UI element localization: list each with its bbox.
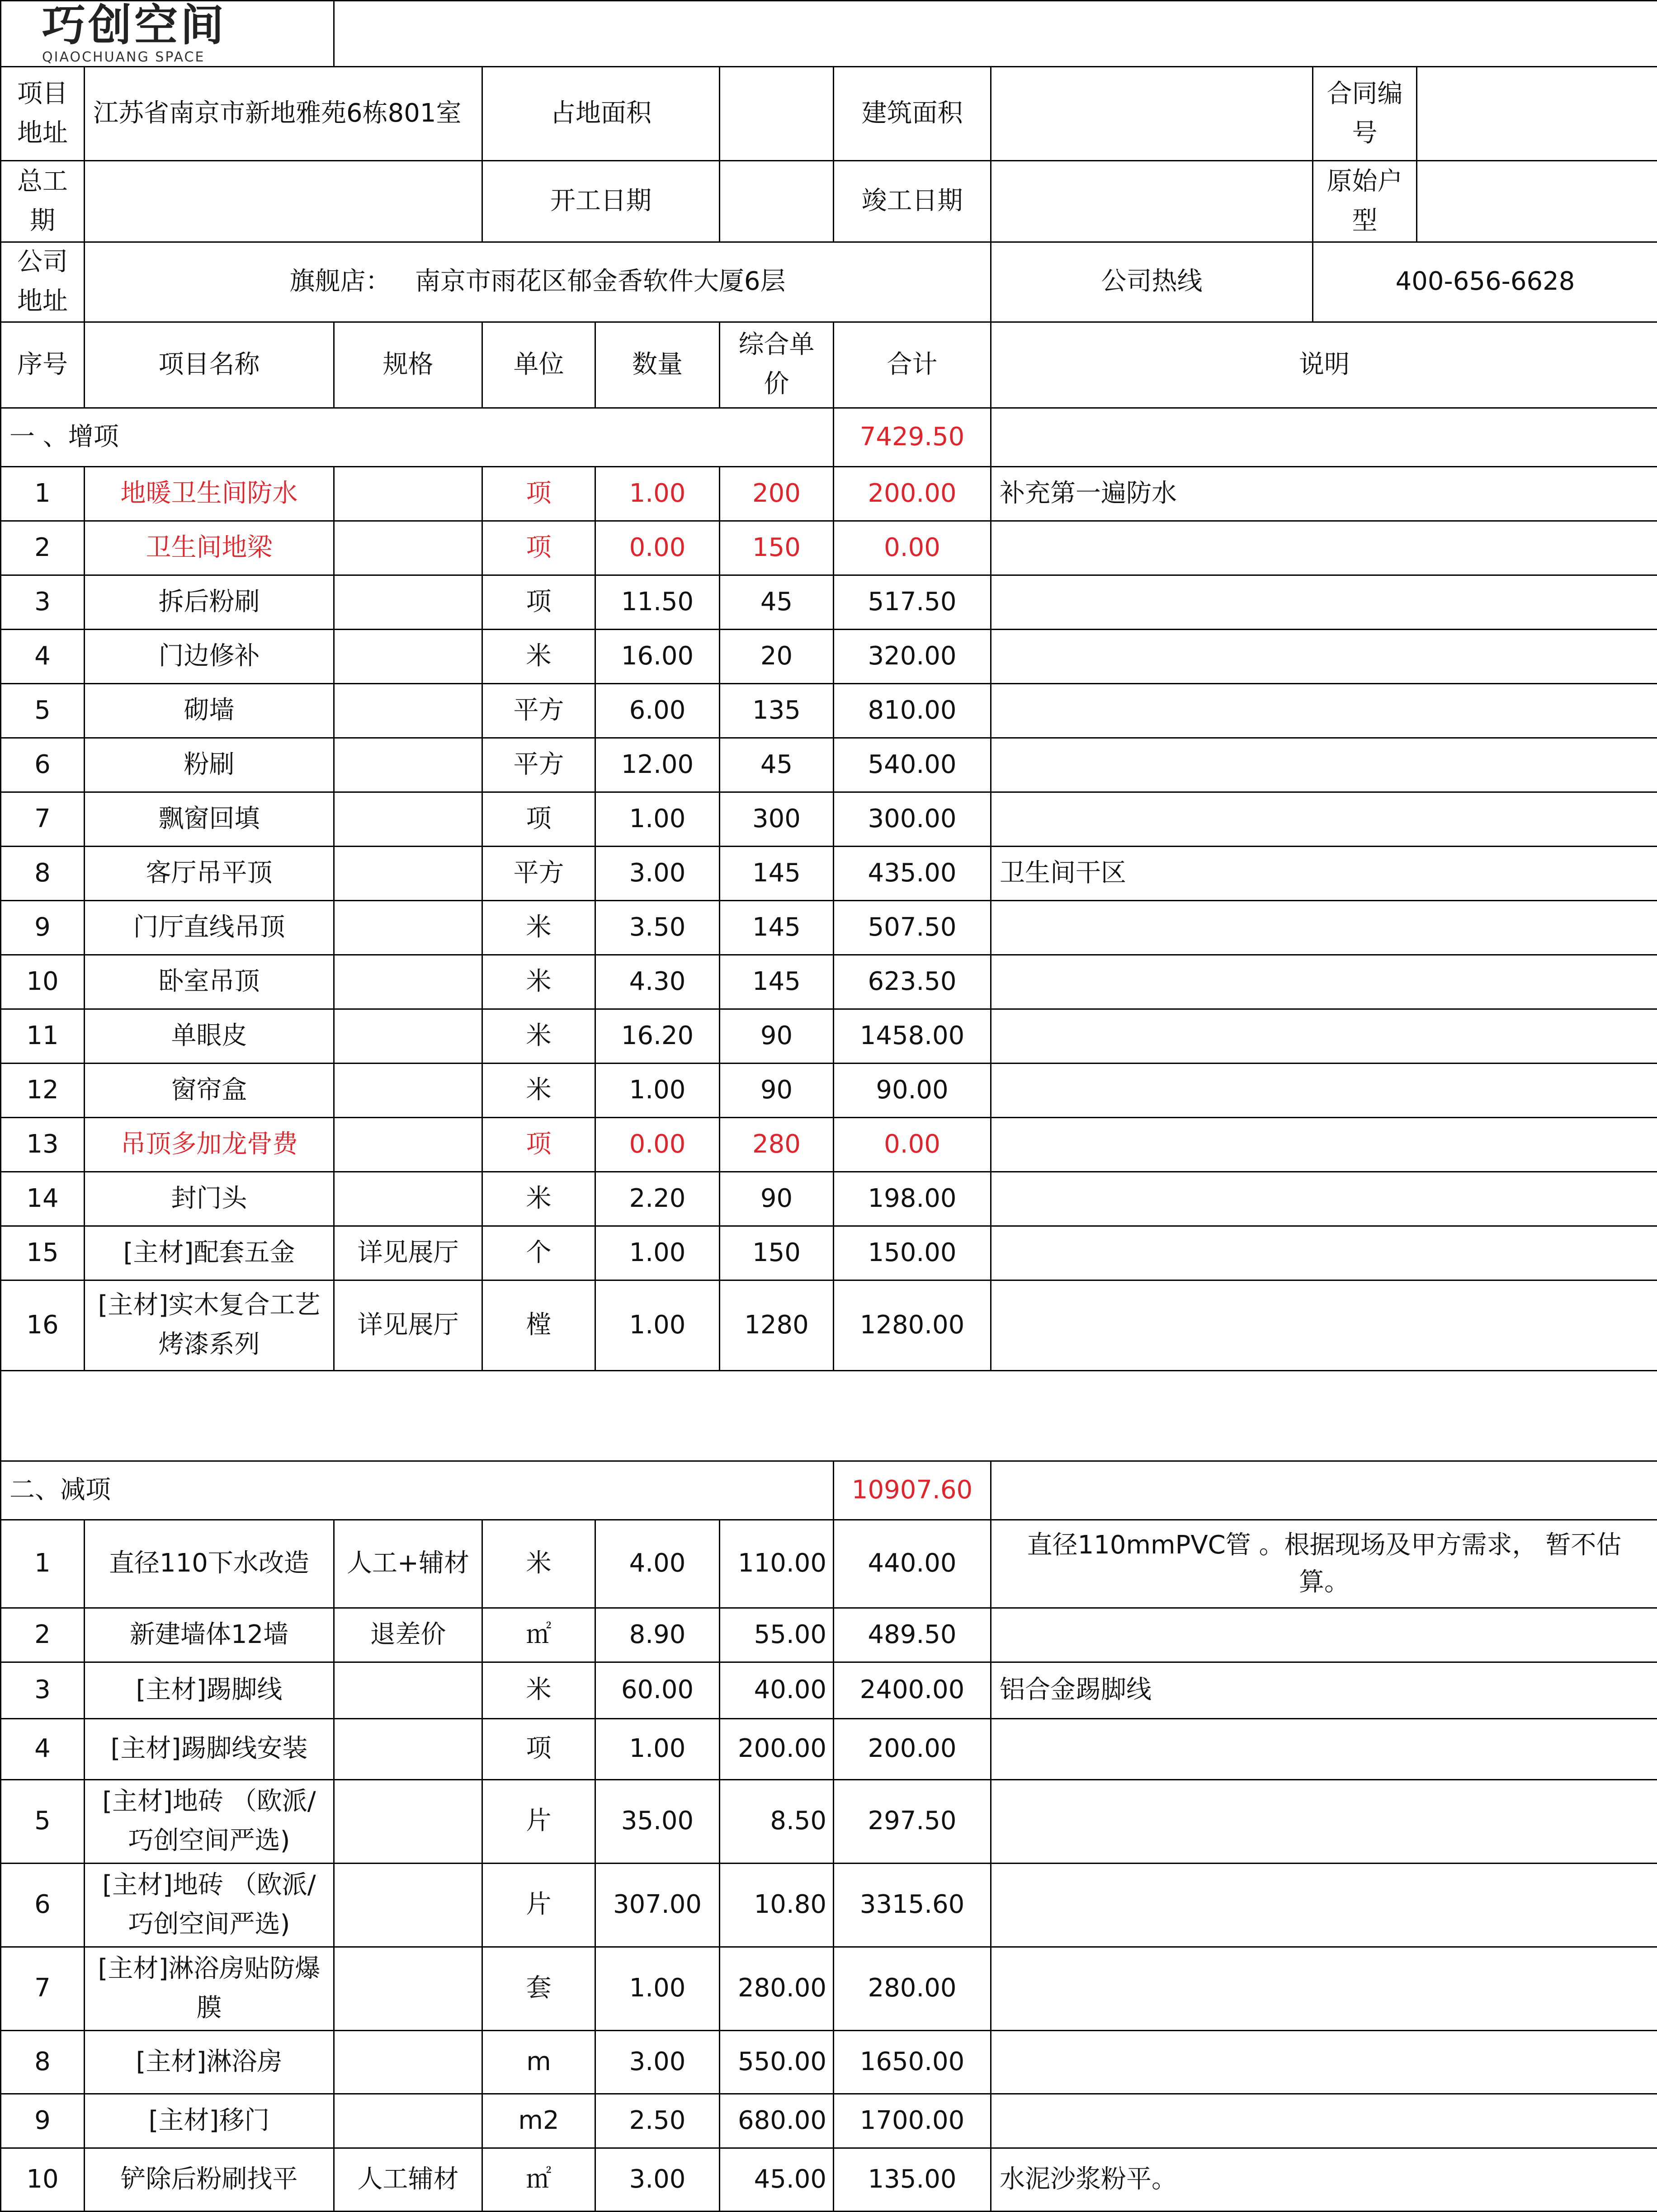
item-total: 440.00 [834,1520,991,1608]
item-total: 1280.00 [834,1280,991,1370]
item-name: 单眼皮 [85,1009,334,1063]
item-unit: 米 [482,1063,595,1117]
item-name: [主材]移门 [85,2094,334,2148]
item-unit: 米 [482,955,595,1009]
item-name: 窗帘盒 [85,1063,334,1117]
item-unit: 片 [482,1779,595,1863]
item-note [991,1226,1657,1280]
item-spec: 人工辅材 [334,2148,482,2211]
item-total: 0.00 [834,521,991,575]
table-row [1,1280,1657,1370]
item-note [991,1863,1657,1947]
item-note [991,955,1657,1009]
table-row [1,2148,1657,2211]
building-area-value [991,67,1313,161]
item-spec [334,1063,482,1117]
item-note [991,1117,1657,1172]
item-unit: 项 [482,575,595,629]
item-spec [334,1863,482,1947]
item-spec [334,846,482,900]
table-row [1,1947,1657,2030]
item-note [991,1172,1657,1226]
item-no: 2 [1,521,85,575]
item-qty: 2.50 [595,2094,720,2148]
item-qty: 16.00 [595,629,720,683]
item-price: 20 [720,629,834,683]
item-unit: 樘 [482,1280,595,1370]
item-name: 客厅吊平顶 [85,846,334,900]
item-unit: 平方 [482,846,595,900]
company-address-value: 旗舰店： 南京市雨花区郁金香软件大厦6层 [85,242,991,322]
item-name: 飘窗回填 [85,792,334,846]
item-no: 4 [1,629,85,683]
item-price: 280.00 [720,1947,834,2030]
start-date-value [720,161,834,242]
company-row [1,242,1657,322]
logo-blank [334,1,1657,67]
table-row [1,1863,1657,1947]
item-total: 320.00 [834,629,991,683]
table-row [1,629,1657,683]
item-qty: 2.20 [595,1172,720,1226]
item-name: [主材]地砖 （欧派/巧创空间严选) [85,1863,334,1947]
item-no: 15 [1,1226,85,1280]
section-sub-note [991,1461,1657,1520]
item-unit: 平方 [482,738,595,792]
item-unit: 米 [482,1520,595,1608]
project-address-value: 江苏省南京市新地雅苑6栋801室 [85,67,482,161]
item-price: 145 [720,846,834,900]
item-total: 90.00 [834,1063,991,1117]
col-header-note: 说明 [991,322,1657,408]
item-total: 135.00 [834,2148,991,2211]
item-no: 3 [1,1662,85,1718]
total-period-label: 总工期 [1,161,85,242]
item-no: 14 [1,1172,85,1226]
item-no: 11 [1,1009,85,1063]
item-qty: 1.00 [595,1947,720,2030]
item-qty: 0.00 [595,1117,720,1172]
item-price: 45.00 [720,2148,834,2211]
col-header-no: 序号 [1,322,85,408]
section-sub-header [1,1461,1657,1520]
item-spec: 详见展厅 [334,1280,482,1370]
item-note [991,1608,1657,1662]
item-total: 150.00 [834,1226,991,1280]
item-spec [334,629,482,683]
item-no: 6 [1,738,85,792]
section-sub-total: 10907.60 [834,1461,991,1520]
item-qty: 6.00 [595,683,720,738]
item-price: 550.00 [720,2030,834,2094]
land-area-value [720,67,834,161]
item-qty: 1.00 [595,1226,720,1280]
item-price: 90 [720,1009,834,1063]
item-name: 地暖卫生间防水 [85,466,334,521]
item-note [991,900,1657,955]
col-header-name: 项目名称 [85,322,334,408]
item-total: 200.00 [834,1718,991,1779]
item-spec: 人工+辅材 [334,1520,482,1608]
item-name: 吊顶多加龙骨费 [85,1117,334,1172]
item-no: 2 [1,1608,85,1662]
item-unit: 米 [482,1662,595,1718]
item-total: 3315.60 [834,1863,991,1947]
table-row [1,1520,1657,1608]
item-price: 300 [720,792,834,846]
item-spec [334,792,482,846]
item-spec [334,575,482,629]
item-total: 297.50 [834,1779,991,1863]
item-total: 489.50 [834,1608,991,1662]
item-no: 12 [1,1063,85,1117]
item-price: 150 [720,1226,834,1280]
item-no: 16 [1,1280,85,1370]
item-spec [334,1117,482,1172]
item-unit: 套 [482,1947,595,2030]
hotline-label: 公司热线 [991,242,1313,322]
building-area-label: 建筑面积 [834,67,991,161]
item-name: 拆后粉刷 [85,575,334,629]
item-price: 150 [720,521,834,575]
item-note [991,1280,1657,1370]
item-qty: 3.00 [595,2030,720,2094]
item-price: 55.00 [720,1608,834,1662]
item-unit: 米 [482,900,595,955]
item-qty: 307.00 [595,1863,720,1947]
land-area-label: 占地面积 [482,67,720,161]
item-no: 8 [1,846,85,900]
item-total: 540.00 [834,738,991,792]
item-price: 45 [720,575,834,629]
item-note: 直径110mmPVC管 。根据现场及甲方需求， 暂不估算。 [991,1520,1657,1608]
col-header-spec: 规格 [334,322,482,408]
item-note [991,792,1657,846]
company-address-label: 公司地址 [1,242,85,322]
item-qty: 11.50 [595,575,720,629]
item-note [991,1718,1657,1779]
item-qty: 8.90 [595,1608,720,1662]
item-spec [334,466,482,521]
item-name: 铲除后粉刷找平 [85,2148,334,2211]
project-address-label: 项目地址 [1,67,85,161]
table-row [1,1009,1657,1063]
item-price: 90 [720,1063,834,1117]
item-no: 8 [1,2030,85,2094]
item-note [991,629,1657,683]
item-note [991,1063,1657,1117]
item-spec: 退差价 [334,1608,482,1662]
item-qty: 60.00 [595,1662,720,1718]
item-unit: m2 [482,2094,595,2148]
item-total: 810.00 [834,683,991,738]
item-unit: 项 [482,792,595,846]
item-note: 补充第一遍防水 [991,466,1657,521]
spacer-row [1,1370,1657,1461]
item-name: [主材]踢脚线安装 [85,1718,334,1779]
item-price: 10.80 [720,1863,834,1947]
item-total: 1650.00 [834,2030,991,2094]
table-row [1,1608,1657,1662]
table-row [1,521,1657,575]
item-price: 8.50 [720,1779,834,1863]
table-row [1,1662,1657,1718]
item-name: 卫生间地梁 [85,521,334,575]
table-row [1,2094,1657,2148]
original-type-label: 原始户型 [1313,161,1417,242]
col-header-qty: 数量 [595,322,720,408]
item-total: 507.50 [834,900,991,955]
item-spec [334,2094,482,2148]
item-spec [334,738,482,792]
item-total: 517.50 [834,575,991,629]
item-qty: 4.30 [595,955,720,1009]
section-add-total: 7429.50 [834,408,991,466]
item-price: 1280 [720,1280,834,1370]
item-no: 4 [1,1718,85,1779]
item-qty: 3.50 [595,900,720,955]
logo-cell [1,1,334,67]
item-total: 623.50 [834,955,991,1009]
item-price: 280 [720,1117,834,1172]
item-total: 2400.00 [834,1662,991,1718]
item-price: 110.00 [720,1520,834,1608]
section-add-title: 一 、增项 [1,408,834,466]
item-price: 145 [720,955,834,1009]
item-total: 280.00 [834,1947,991,2030]
table-row [1,1718,1657,1779]
item-no: 1 [1,1520,85,1608]
item-note [991,1947,1657,2030]
item-no: 5 [1,683,85,738]
item-no: 13 [1,1117,85,1172]
item-name: 门边修补 [85,629,334,683]
table-row [1,1779,1657,1863]
item-unit: ㎡ [482,1608,595,1662]
item-unit: 项 [482,1117,595,1172]
item-spec [334,900,482,955]
item-spec [334,1718,482,1779]
item-unit: 平方 [482,683,595,738]
item-spec [334,1172,482,1226]
item-price: 135 [720,683,834,738]
item-price: 200.00 [720,1718,834,1779]
table-row [1,1063,1657,1117]
col-header-total: 合计 [834,322,991,408]
item-no: 7 [1,792,85,846]
table-row [1,846,1657,900]
item-price: 680.00 [720,2094,834,2148]
item-qty: 1.00 [595,792,720,846]
item-note [991,2030,1657,2094]
item-total: 198.00 [834,1172,991,1226]
item-name: [主材]淋浴房贴防爆膜 [85,1947,334,2030]
item-total: 0.00 [834,1117,991,1172]
table-row [1,2030,1657,2094]
logo-main-text: 巧创空间 [42,3,227,48]
item-no: 9 [1,900,85,955]
item-spec [334,955,482,1009]
item-spec [334,521,482,575]
end-date-value [991,161,1313,242]
item-price: 40.00 [720,1662,834,1718]
table-row [1,900,1657,955]
item-note [991,1779,1657,1863]
item-qty: 4.00 [595,1520,720,1608]
item-unit: 米 [482,1009,595,1063]
item-price: 45 [720,738,834,792]
total-period-value [85,161,482,242]
table-row [1,1117,1657,1172]
contract-no-label: 合同编号 [1313,67,1417,161]
logo-sub-text: QIAOCHUANG SPACE [42,50,205,65]
item-total: 1700.00 [834,2094,991,2148]
item-name: 砌墙 [85,683,334,738]
item-total: 200.00 [834,466,991,521]
item-unit: 项 [482,521,595,575]
item-spec [334,1009,482,1063]
table-row [1,466,1657,521]
item-qty: 1.00 [595,1718,720,1779]
table-row [1,683,1657,738]
item-spec [334,1662,482,1718]
table-row [1,955,1657,1009]
section-add-header [1,408,1657,466]
hotline-value: 400-656-6628 [1313,242,1657,322]
item-note: 水泥沙浆粉平。 [991,2148,1657,2211]
item-no: 9 [1,2094,85,2148]
item-note: 铝合金踢脚线 [991,1662,1657,1718]
item-total: 1458.00 [834,1009,991,1063]
item-no: 3 [1,575,85,629]
item-note [991,575,1657,629]
item-price: 145 [720,900,834,955]
contract-no-value [1417,67,1657,161]
item-total: 435.00 [834,846,991,900]
item-no: 1 [1,466,85,521]
item-spec [334,683,482,738]
item-spec [334,2030,482,2094]
item-note [991,521,1657,575]
logo-row [1,1,1657,67]
item-no: 5 [1,1779,85,1863]
item-unit: ㎡ [482,2148,595,2211]
col-header-unit: 单位 [482,322,595,408]
item-total: 300.00 [834,792,991,846]
table-row [1,575,1657,629]
item-name: 卧室吊顶 [85,955,334,1009]
item-name: [主材]淋浴房 [85,2030,334,2094]
item-qty: 3.00 [595,846,720,900]
item-price: 200 [720,466,834,521]
spacer-cell [1,1370,1657,1461]
item-note [991,738,1657,792]
col-header-price: 综合单价 [720,322,834,408]
item-qty: 1.00 [595,1063,720,1117]
item-name: 新建墙体12墙 [85,1608,334,1662]
item-qty: 12.00 [595,738,720,792]
item-name: 粉刷 [85,738,334,792]
company-logo [6,3,329,65]
item-spec [334,1947,482,2030]
item-unit: 米 [482,1172,595,1226]
item-unit: 个 [482,1226,595,1280]
column-header-row [1,322,1657,408]
table-row [1,738,1657,792]
item-qty: 1.00 [595,1280,720,1370]
original-type-value [1417,161,1657,242]
table-row [1,792,1657,846]
item-unit: 米 [482,629,595,683]
item-name: [主材]实木复合工艺烤漆系列 [85,1280,334,1370]
item-name: [主材]踢脚线 [85,1662,334,1718]
item-unit: m [482,2030,595,2094]
item-qty: 3.00 [595,2148,720,2211]
item-unit: 项 [482,1718,595,1779]
item-no: 6 [1,1863,85,1947]
address-row [1,67,1657,161]
item-qty: 35.00 [595,1779,720,1863]
section-sub-title: 二、减项 [1,1461,834,1520]
period-row [1,161,1657,242]
item-name: [主材]配套五金 [85,1226,334,1280]
item-note: 卫生间干区 [991,846,1657,900]
table-row [1,1172,1657,1226]
item-no: 10 [1,955,85,1009]
item-spec: 详见展厅 [334,1226,482,1280]
item-note [991,2094,1657,2148]
start-date-label: 开工日期 [482,161,720,242]
item-price: 90 [720,1172,834,1226]
table-row [1,1226,1657,1280]
item-unit: 项 [482,466,595,521]
item-name: 封门头 [85,1172,334,1226]
item-note [991,1009,1657,1063]
item-name: 门厅直线吊顶 [85,900,334,955]
item-unit: 片 [482,1863,595,1947]
item-qty: 0.00 [595,521,720,575]
item-name: [主材]地砖 （欧派/巧创空间严选) [85,1779,334,1863]
item-name: 直径110下水改造 [85,1520,334,1608]
item-no: 7 [1,1947,85,2030]
item-note [991,683,1657,738]
end-date-label: 竣工日期 [834,161,991,242]
item-qty: 1.00 [595,466,720,521]
item-qty: 16.20 [595,1009,720,1063]
section-add-note [991,408,1657,466]
item-no: 10 [1,2148,85,2211]
item-spec [334,1779,482,1863]
